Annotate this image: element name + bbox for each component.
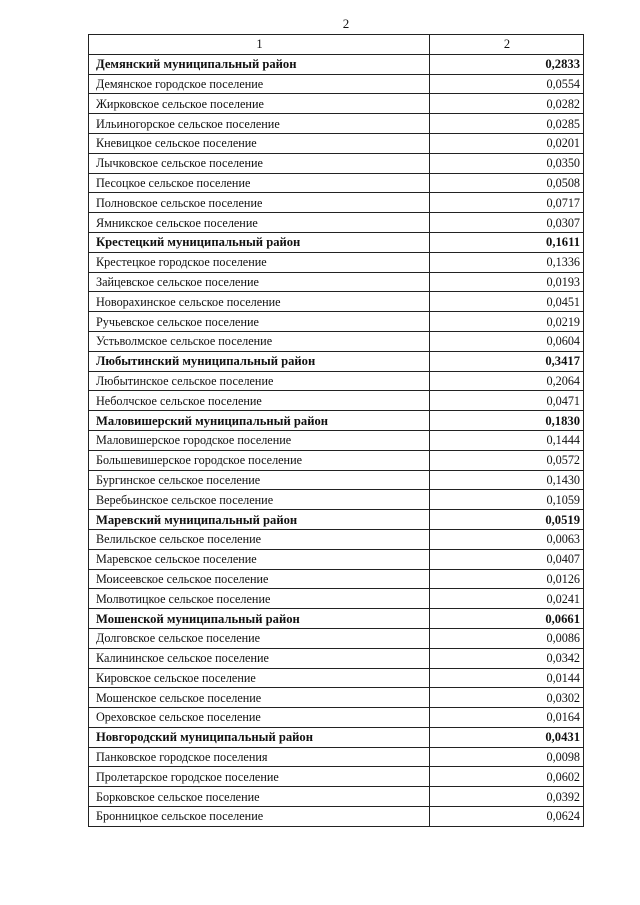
- settlement-row: [89, 94, 584, 114]
- page-number: 2: [342, 16, 350, 31]
- settlement-row: [89, 668, 584, 688]
- settlement-row: [89, 292, 584, 312]
- settlement-value: 0,0193: [430, 272, 584, 292]
- settlement-name: Жирковское сельское поселение: [89, 94, 430, 114]
- district-value: 0,3417: [430, 351, 584, 371]
- district-value: 0,0661: [430, 609, 584, 629]
- settlement-value: 0,0164: [430, 708, 584, 728]
- district-row: [89, 411, 584, 431]
- settlement-value: 0,0392: [430, 787, 584, 807]
- district-name: Маревский муниципальный район: [89, 510, 430, 530]
- settlement-row: [89, 114, 584, 134]
- column-header-1: 1: [89, 35, 430, 55]
- settlement-value: 0,0285: [430, 114, 584, 134]
- settlement-value: 0,1059: [430, 490, 584, 510]
- district-row: [89, 54, 584, 74]
- settlement-name: Песоцкое сельское поселение: [89, 173, 430, 193]
- settlement-name: Пролетарское городское поселение: [89, 767, 430, 787]
- settlement-value: 0,1336: [430, 252, 584, 272]
- settlement-value: 0,0407: [430, 549, 584, 569]
- settlement-value: 0,0602: [430, 767, 584, 787]
- settlement-row: [89, 252, 584, 272]
- settlement-name: Борковское сельское поселение: [89, 787, 430, 807]
- district-name: Маловишерский муниципальный район: [89, 411, 430, 431]
- settlement-value: 0,0282: [430, 94, 584, 114]
- settlement-value: 0,0098: [430, 747, 584, 767]
- settlement-row: [89, 391, 584, 411]
- district-name: Демянский муниципальный район: [89, 54, 430, 74]
- settlement-row: [89, 450, 584, 470]
- settlement-value: 0,0554: [430, 74, 584, 94]
- settlement-row: [89, 213, 584, 233]
- settlement-value: 0,0086: [430, 628, 584, 648]
- settlement-name: Долговское сельское поселение: [89, 628, 430, 648]
- settlement-name: Маревское сельское поселение: [89, 549, 430, 569]
- settlement-row: [89, 371, 584, 391]
- settlement-name: Зайцевское сельское поселение: [89, 272, 430, 292]
- district-name: Крестецкий муниципальный район: [89, 232, 430, 252]
- district-row: [89, 510, 584, 530]
- settlement-name: Полновское сельское поселение: [89, 193, 430, 213]
- settlement-name: Кировское сельское поселение: [89, 668, 430, 688]
- distribution-table: [88, 34, 584, 827]
- settlement-name: Кневицкое сельское поселение: [89, 133, 430, 153]
- table-header-row: [89, 35, 584, 55]
- settlement-row: [89, 747, 584, 767]
- district-row: [89, 609, 584, 629]
- settlement-name: Ильиногорское сельское поселение: [89, 114, 430, 134]
- settlement-value: 0,1444: [430, 430, 584, 450]
- settlement-row: [89, 708, 584, 728]
- settlement-name: Лычковское сельское поселение: [89, 153, 430, 173]
- settlement-value: 0,0342: [430, 648, 584, 668]
- settlement-row: [89, 173, 584, 193]
- settlement-name: Бронницкое сельское поселение: [89, 807, 430, 827]
- settlement-row: [89, 331, 584, 351]
- settlement-row: [89, 807, 584, 827]
- district-value: 0,0431: [430, 727, 584, 747]
- district-value: 0,1830: [430, 411, 584, 431]
- settlement-name: Веребьинское сельское поселение: [89, 490, 430, 510]
- settlement-row: [89, 549, 584, 569]
- settlement-name: Бургинское сельское поселение: [89, 470, 430, 490]
- settlement-value: 0,0201: [430, 133, 584, 153]
- settlement-row: [89, 470, 584, 490]
- settlement-value: 0,2064: [430, 371, 584, 391]
- settlement-value: 0,0307: [430, 213, 584, 233]
- settlement-name: Неболчское сельское поселение: [89, 391, 430, 411]
- district-row: [89, 232, 584, 252]
- settlement-row: [89, 787, 584, 807]
- district-value: 0,1611: [430, 232, 584, 252]
- settlement-row: [89, 490, 584, 510]
- settlement-name: Мошенское сельское поселение: [89, 688, 430, 708]
- settlement-name: Моисеевское сельское поселение: [89, 569, 430, 589]
- settlement-value: 0,0604: [430, 331, 584, 351]
- settlement-value: 0,0302: [430, 688, 584, 708]
- settlement-row: [89, 589, 584, 609]
- column-header-2: 2: [430, 35, 584, 55]
- settlement-row: [89, 688, 584, 708]
- settlement-name: Калининское сельское поселение: [89, 648, 430, 668]
- settlement-name: Крестецкое городское поселение: [89, 252, 430, 272]
- settlement-row: [89, 529, 584, 549]
- district-value: 0,0519: [430, 510, 584, 530]
- district-name: Мошенской муниципальный район: [89, 609, 430, 629]
- district-value: 0,2833: [430, 54, 584, 74]
- settlement-row: [89, 430, 584, 450]
- settlement-row: [89, 569, 584, 589]
- settlement-row: [89, 648, 584, 668]
- settlement-name: Ореховское сельское поселение: [89, 708, 430, 728]
- settlement-value: 0,0624: [430, 807, 584, 827]
- settlement-row: [89, 74, 584, 94]
- settlement-row: [89, 628, 584, 648]
- settlement-name: Новорахинское сельское поселение: [89, 292, 430, 312]
- settlement-value: 0,0126: [430, 569, 584, 589]
- settlement-value: 0,0717: [430, 193, 584, 213]
- settlement-row: [89, 153, 584, 173]
- settlement-value: 0,0219: [430, 312, 584, 332]
- district-name: Новгородский муниципальный район: [89, 727, 430, 747]
- settlement-row: [89, 133, 584, 153]
- settlement-value: 0,0241: [430, 589, 584, 609]
- settlement-name: Ямникское сельское поселение: [89, 213, 430, 233]
- settlement-name: Панковское городское поселения: [89, 747, 430, 767]
- settlement-value: 0,0572: [430, 450, 584, 470]
- settlement-value: 0,0144: [430, 668, 584, 688]
- settlement-row: [89, 767, 584, 787]
- settlement-row: [89, 272, 584, 292]
- district-row: [89, 351, 584, 371]
- settlement-name: Демянское городское поселение: [89, 74, 430, 94]
- settlement-value: 0,0063: [430, 529, 584, 549]
- settlement-name: Любытинское сельское поселение: [89, 371, 430, 391]
- settlement-value: 0,1430: [430, 470, 584, 490]
- settlement-name: Молвотицкое сельское поселение: [89, 589, 430, 609]
- settlement-name: Большевишерское городское поселение: [89, 450, 430, 470]
- settlement-name: Ручьевское сельское поселение: [89, 312, 430, 332]
- settlement-name: Велильское сельское поселение: [89, 529, 430, 549]
- settlement-name: Устьволмское сельское поселение: [89, 331, 430, 351]
- district-name: Любытинский муниципальный район: [89, 351, 430, 371]
- settlement-value: 0,0451: [430, 292, 584, 312]
- settlement-name: Маловишерское городское поселение: [89, 430, 430, 450]
- settlement-value: 0,0471: [430, 391, 584, 411]
- settlement-value: 0,0350: [430, 153, 584, 173]
- district-row: [89, 727, 584, 747]
- settlement-row: [89, 193, 584, 213]
- settlement-value: 0,0508: [430, 173, 584, 193]
- settlement-row: [89, 312, 584, 332]
